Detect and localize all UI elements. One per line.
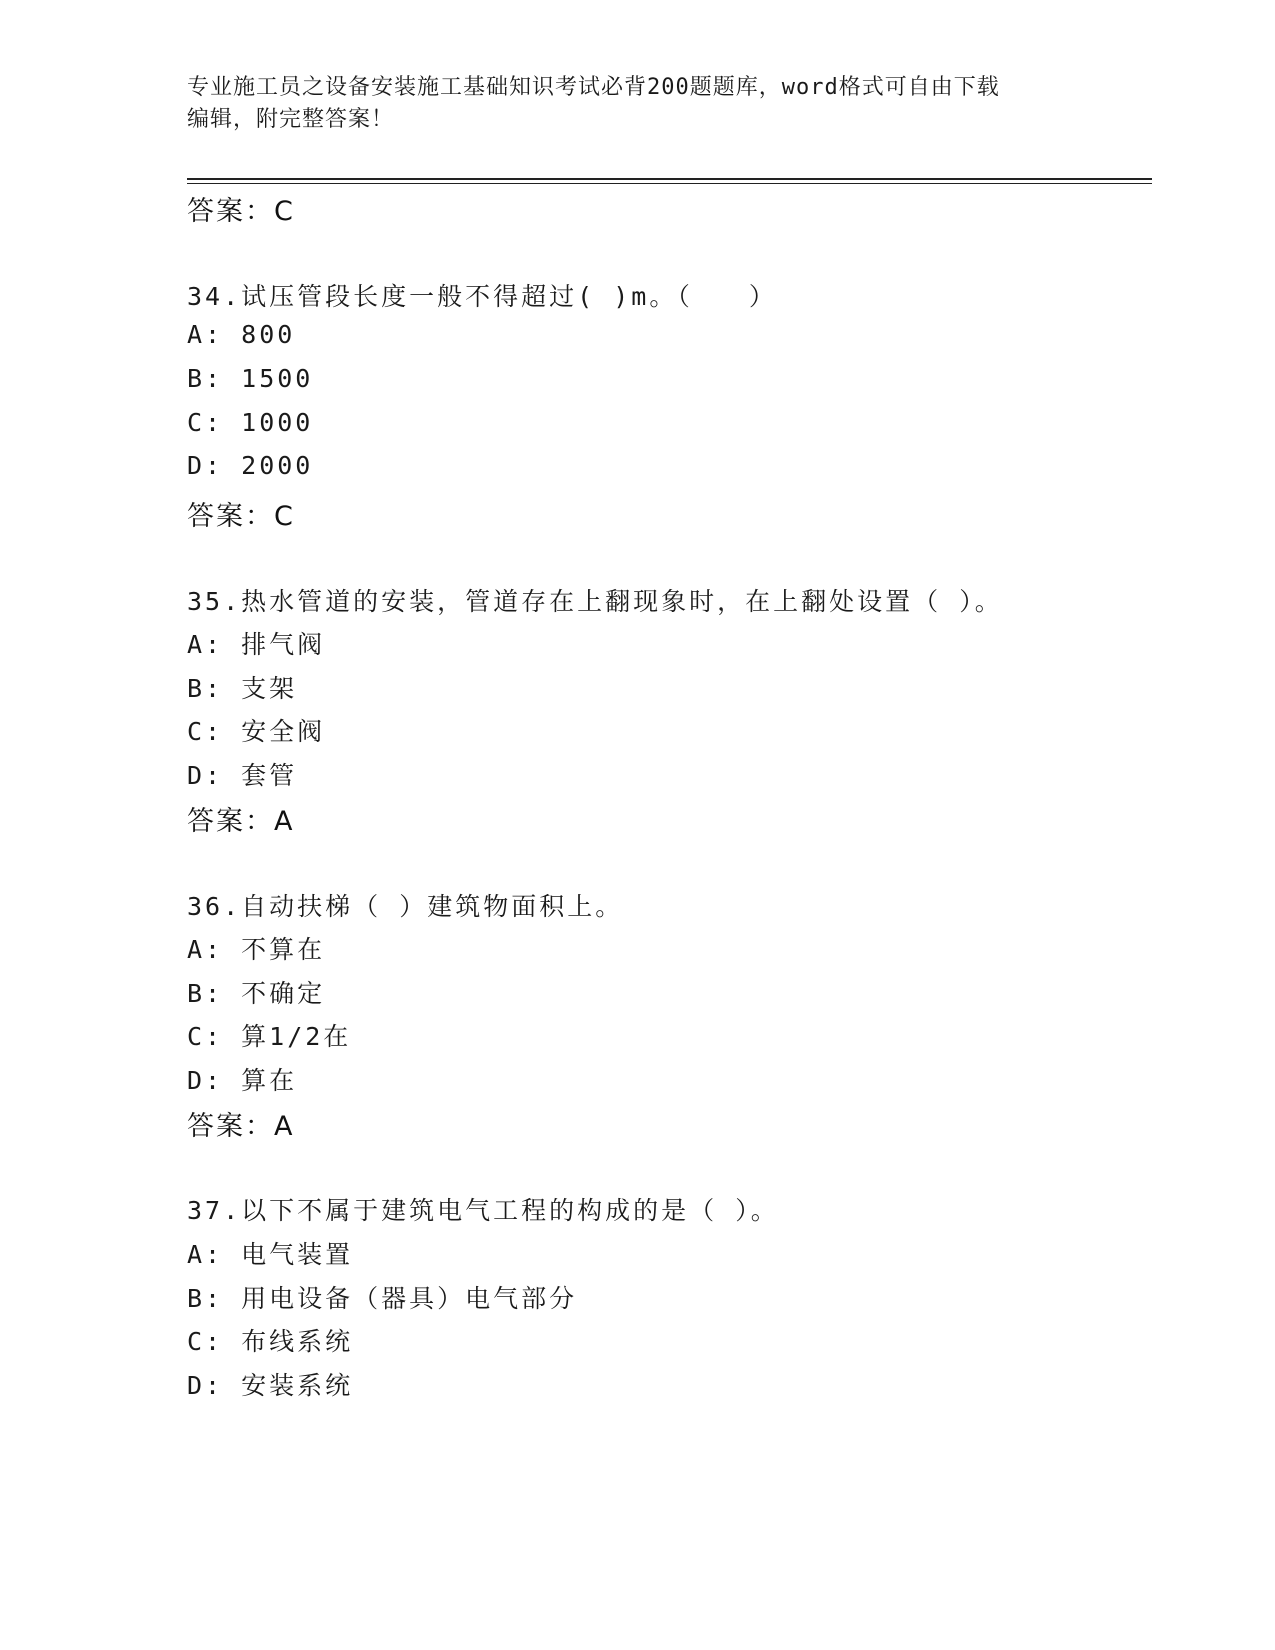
question-34-option-a: A: 800: [187, 320, 296, 349]
question-37-title: 37.以下不属于建筑电气工程的构成的是（ ）。: [187, 1196, 779, 1225]
header-title-line2: 编辑，附完整答案！: [187, 107, 395, 132]
question-34-answer: 答案：C: [187, 501, 295, 532]
question-34-option-b: B: 1500: [187, 364, 314, 393]
question-35-option-b: B: 支架: [187, 674, 298, 703]
question-36-title: 36.自动扶梯（ ）建筑物面积上。: [187, 892, 624, 921]
header-title-line1: 专业施工员之设备安装施工基础知识考试必背200题题库，word格式可自由下载: [187, 75, 1000, 100]
question-36-option-c: C: 算1/2在: [187, 1022, 352, 1051]
question-37-option-c: C: 布线系统: [187, 1327, 354, 1356]
header-divider-thick: [187, 178, 1152, 180]
question-37-option-b: B: 用电设备（器具）电气部分: [187, 1284, 578, 1313]
document-header: [187, 72, 1067, 136]
header-divider-thin: [187, 183, 1152, 184]
question-36-option-d: D: 算在: [187, 1066, 298, 1095]
question-35-option-c: C: 安全阀: [187, 717, 326, 746]
question-37-option-a: A: 电气装置: [187, 1240, 354, 1269]
question-34-option-c: C: 1000: [187, 408, 314, 437]
question-34-title: 34.试压管段长度一般不得超过( )m。（ ）: [187, 282, 777, 311]
question-35-answer: 答案：A: [187, 806, 295, 837]
question-36-answer: 答案：A: [187, 1111, 295, 1142]
question-36-option-a: A: 不算在: [187, 935, 326, 964]
question-34-option-d: D: 2000: [187, 451, 314, 480]
question-35-option-a: A: 排气阀: [187, 630, 326, 659]
question-37-option-d: D: 安装系统: [187, 1371, 354, 1400]
answer-prev: 答案：C: [187, 196, 295, 227]
question-36-option-b: B: 不确定: [187, 979, 326, 1008]
question-35-option-d: D: 套管: [187, 761, 298, 790]
question-35-title: 35.热水管道的安装，管道存在上翻现象时，在上翻处设置（ ）。: [187, 587, 1003, 616]
